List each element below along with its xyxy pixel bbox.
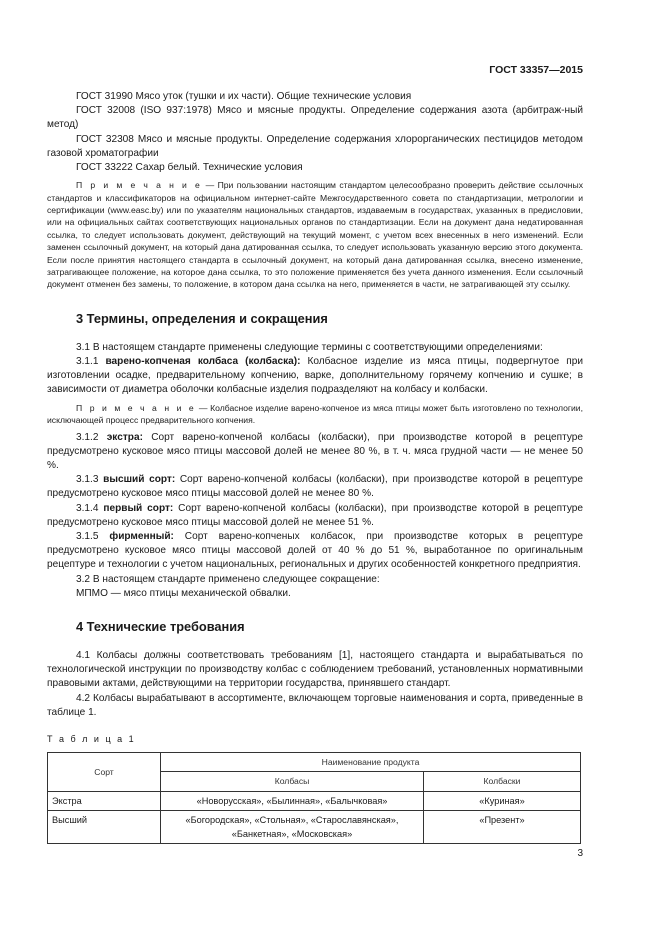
term-3-1-1 (47, 355, 583, 398)
reference-item: ГОСТ 32008 (ISO 937:1978) Мясо и мясные продукты. Определение содержания азота (арбитраж-ный метод) (47, 105, 583, 131)
reference-item: ГОСТ 32308 Мясо и мясные продукты. Определение содержания хлорорганических пестицидов методом газовой хроматографии (47, 133, 583, 159)
section-4-title: 4 Технические требования (76, 618, 245, 634)
section-3-title: 3 Термины, определения и сокращения (76, 310, 328, 326)
paragraph-3-2: 3.2 В настоящем стандарте применено следующее сокращение: (76, 573, 380, 585)
note-references (47, 179, 583, 291)
reference-item: ГОСТ 33222 Сахар белый. Технические условия (76, 162, 303, 174)
term-name: экстра: (106, 431, 143, 443)
term-3-1-4 (47, 502, 583, 530)
table-row (48, 791, 581, 810)
note-text: — При пользовании настоящим стандартом целесообразно проверить действие ссылочных стандартов и классификаторов на официальном интернет-сайте Межгосударственного совета по стандартизации, метрологии и сертификации (www.easc.by) или по указателям национальных стандартов, издаваемым в государствах, указанных в предисловии, или на официальных сайтах соответствующих национальных органов по стандартизации. Если на документ дана недатированная ссылка, то следует использовать документ, действующий на текущий момент, с учетом всех внесенных в него изменений. Если заменен ссылочный документ, на который дана датированная ссылка, то следует использовать указанную версию этого документа. Если после принятия настоящего стандарта в ссылочный документ, на который дана датированная ссылка, внесено изменение, затрагивающее положение, на которое дана ссылка, то это положение применяется без учета данного изменения. Если ссылочный документ отменен без замены, то положение, в котором дана ссылка на него, применяется в части, не затрагивающей эту ссылку. (47, 180, 583, 290)
assortment-table (47, 752, 581, 844)
term-definition: Колбасное изделие из мяса птицы, подвергнутое при изготовлении осадке, предварительному копчению, варке, дополнительному горячему копчению и сушке; в зависимости от диаметра оболочки колбасные изделия подразделяют на колбасу и колбаски. (47, 356, 583, 396)
cell-kolbaski: «Куриная» (424, 791, 581, 810)
term-3-1-5 (47, 530, 583, 573)
page-content (47, 90, 583, 844)
page-number: 3 (577, 848, 583, 859)
term-number: 3.1.1 (76, 356, 106, 368)
note-term (47, 402, 583, 427)
header-product-name: Наименование продукта (161, 753, 581, 772)
term-number: 3.1.3 (76, 474, 104, 486)
paragraph-4-1: 4.1 Колбасы должны соответствовать требованиям [1], настоящего стандарта и вырабатываться по технологической инструкции по производству колбас с соблюдением требований, установленных нормативными правовыми актами, действующими на территории государства, принявшего стандарт. (47, 649, 583, 690)
note-text: — Колбасное изделие варено-копченое из мяса птицы может быть изготовлено по технологии, исключающей процесс предварительного копчения. (47, 402, 583, 426)
cell-sort: Высший (48, 810, 161, 843)
abbreviation: МПМО — мясо птицы механической обвалки. (76, 587, 291, 599)
term-definition: Сорт варено-копченой колбасы (колбаски), при производстве которой в рецептуре предусмотрено кусковое мясо птицы массовой долей не менее 51 %. (47, 502, 583, 528)
cell-sort: Экстра (48, 791, 161, 810)
header-sort: Сорт (48, 753, 161, 791)
term-number: 3.1.4 (76, 502, 104, 514)
document-header: ГОСТ 33357—2015 (489, 64, 583, 76)
table-row (48, 810, 581, 843)
note-label: П р и м е ч а н и е (76, 402, 197, 413)
header-kolbaski: Колбаски (424, 772, 581, 791)
term-number: 3.1.5 (76, 530, 110, 542)
term-definition: Сорт варено-копченой колбасы (колбаски), при производстве которой в рецептуре предусмотрено кусковое мясо птицы массовой долей не менее 80 %. (47, 474, 583, 500)
term-definition: Сорт варено-копченых колбасок, при производстве которых в рецептуре предусмотрено кусковое мясо птицы массовой долей от 40 % до 51 %, выработанное по оригинальным рецептуре и технологии с учетом национальных, региональных и других особенностей конкретного предприятия. (47, 530, 583, 571)
reference-item: ГОСТ 31990 Мясо уток (тушки и их части). Общие технические условия (76, 91, 412, 102)
term-3-1-2 (47, 431, 583, 474)
cell-kolbasy: «Богородская», «Стольная», «Старославянская», «Банкетная», «Московская» (161, 810, 424, 843)
term-number: 3.1.2 (76, 431, 107, 443)
term-name: фирменный: (109, 530, 174, 542)
term-name: варено-копченая колбаса (колбаска): (105, 356, 301, 368)
cell-kolbasy: «Новорусская», «Былинная», «Балычковая» (161, 791, 424, 810)
note-label: П р и м е ч а н и е (76, 180, 203, 191)
cell-kolbaski: «Презент» (424, 810, 581, 843)
header-kolbasy: Колбасы (161, 772, 424, 791)
term-name: высший сорт: (103, 474, 176, 486)
term-3-1-3 (47, 473, 583, 501)
paragraph-3-1: 3.1 В настоящем стандарте применены следующие термины с соответствующими определениями: (76, 341, 543, 353)
paragraph-4-2: 4.2 Колбасы вырабатывают в ассортименте, включающем торговые наименования и сорта, приведенные в таблице 1. (47, 692, 583, 718)
term-definition: Сорт варено-копченой колбасы (колбаски), при производстве которой в рецептуре предусмотрено кусковое мясо птицы массовой долей не менее 80 %, в т. ч. мяса грудной части — не менее 50 %. (47, 431, 583, 471)
table-caption: Т а б л и ц а 1 (47, 733, 136, 744)
term-name: первый сорт: (103, 502, 174, 514)
